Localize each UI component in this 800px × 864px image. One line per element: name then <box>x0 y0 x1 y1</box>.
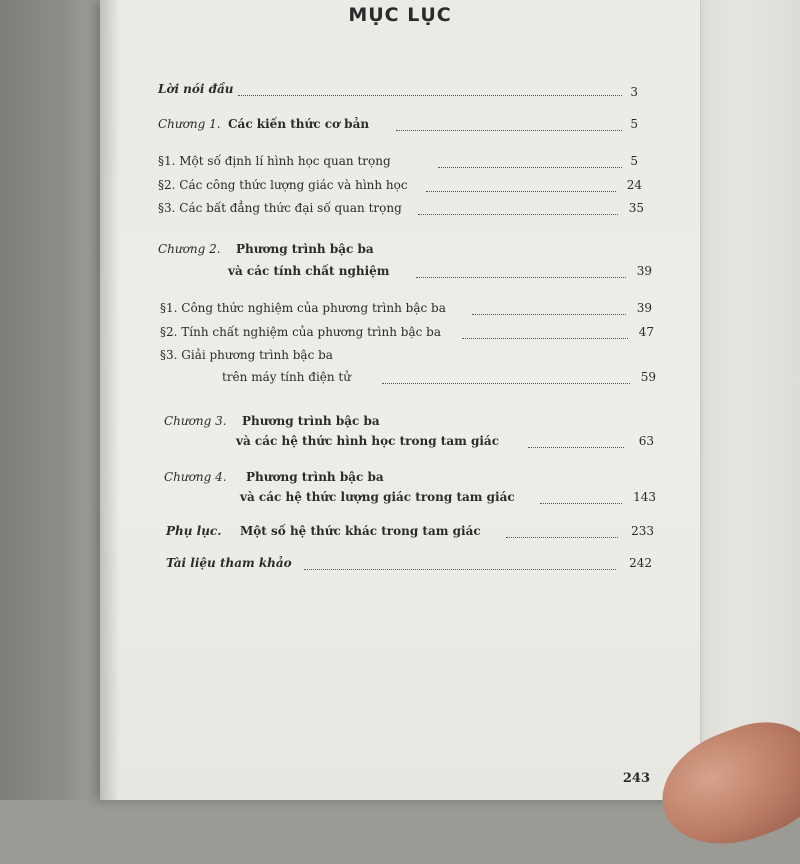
toc-entry-section <box>100 325 700 345</box>
dot-leader <box>238 95 622 96</box>
toc-label: và các hệ thức hình học trong tam giác <box>236 434 500 448</box>
dot-leader <box>506 537 618 538</box>
toc-label: §3. Giải phương trình bậc ba <box>160 348 333 362</box>
dot-leader <box>304 569 616 570</box>
chapter-prefix: Chương 2. <box>158 242 221 256</box>
toc-entry-section <box>100 301 700 321</box>
toc-entry-section-cont <box>100 370 700 390</box>
page-number: 243 <box>622 771 650 786</box>
toc-label: §1. Một số định lí hình học quan trọng <box>158 154 391 168</box>
toc-label: trên máy tính điện tử <box>222 370 351 384</box>
page-spine-shadow <box>100 0 120 800</box>
toc-page: 5 <box>630 117 638 131</box>
dot-leader <box>438 167 622 168</box>
toc-entry-chapter-2 <box>100 242 700 262</box>
toc-entry-section <box>100 201 700 221</box>
toc-label: Phương trình bậc ba <box>246 470 384 484</box>
toc-entry-chapter-1 <box>100 117 700 137</box>
toc-page: 47 <box>638 325 654 339</box>
toc-label: Các kiến thức cơ bản <box>228 117 370 131</box>
toc-label: §1. Công thức nghiệm của phương trình bậc ba <box>160 301 446 315</box>
toc-entry-section <box>100 348 700 368</box>
toc-entry-appendix <box>100 524 700 544</box>
chapter-prefix: Chương 4. <box>164 470 227 484</box>
toc-page: 39 <box>636 264 652 278</box>
dot-leader <box>418 214 618 215</box>
toc-entry-references <box>100 556 700 576</box>
toc-page: 63 <box>638 434 654 448</box>
chapter-prefix: Chương 3. <box>164 414 227 428</box>
toc-entry-section <box>100 154 700 174</box>
dot-leader <box>462 338 628 339</box>
dot-leader <box>426 191 616 192</box>
toc-entry-chapter-4 <box>100 470 700 490</box>
background-right <box>690 0 800 800</box>
toc-label: §2. Các công thức lượng giác và hình học <box>158 178 408 192</box>
dot-leader <box>472 314 626 315</box>
chapter-prefix: Phụ lục. <box>166 524 222 538</box>
dot-leader <box>528 447 624 448</box>
toc-entry-chapter-3-cont <box>100 434 700 454</box>
dot-leader <box>540 503 622 504</box>
page-title: MỤC LỤC <box>348 4 452 26</box>
dot-leader <box>416 277 626 278</box>
dot-leader <box>382 383 630 384</box>
toc-page: 24 <box>626 178 642 192</box>
toc-page: 233 <box>631 524 654 538</box>
toc-label: §3. Các bất đẳng thức đại số quan trọng <box>158 201 402 215</box>
toc-page: 35 <box>628 201 644 215</box>
toc-label: Một số hệ thức khác trong tam giác <box>240 524 481 538</box>
chapter-prefix: Chương 1. <box>158 117 221 131</box>
dot-leader <box>396 130 622 131</box>
toc-entry-chapter-3 <box>100 414 700 434</box>
background-left <box>0 0 110 800</box>
toc-page: 143 <box>633 490 656 504</box>
toc-label: §2. Tính chất nghiệm của phương trình bậc ba <box>160 325 441 339</box>
toc-entry-preface <box>100 82 700 102</box>
toc-label: Phương trình bậc ba <box>236 242 374 256</box>
toc-page: 59 <box>640 370 656 384</box>
toc-page: 3 <box>630 85 638 99</box>
toc-page: 39 <box>636 301 652 315</box>
toc-entry-chapter-2-cont <box>100 264 700 284</box>
toc-label: và các hệ thức lượng giác trong tam giác <box>240 490 515 504</box>
book-page <box>100 0 701 800</box>
toc-label: Phương trình bậc ba <box>242 414 380 428</box>
toc-page: 242 <box>629 556 652 570</box>
toc-label: Lời nói đầu <box>158 82 234 96</box>
toc-entry-chapter-4-cont <box>100 490 700 510</box>
toc-label: và các tính chất nghiệm <box>228 264 390 278</box>
toc-entry-section <box>100 178 700 198</box>
toc-page: 5 <box>630 154 638 168</box>
toc-label: Tài liệu tham khảo <box>166 556 292 570</box>
